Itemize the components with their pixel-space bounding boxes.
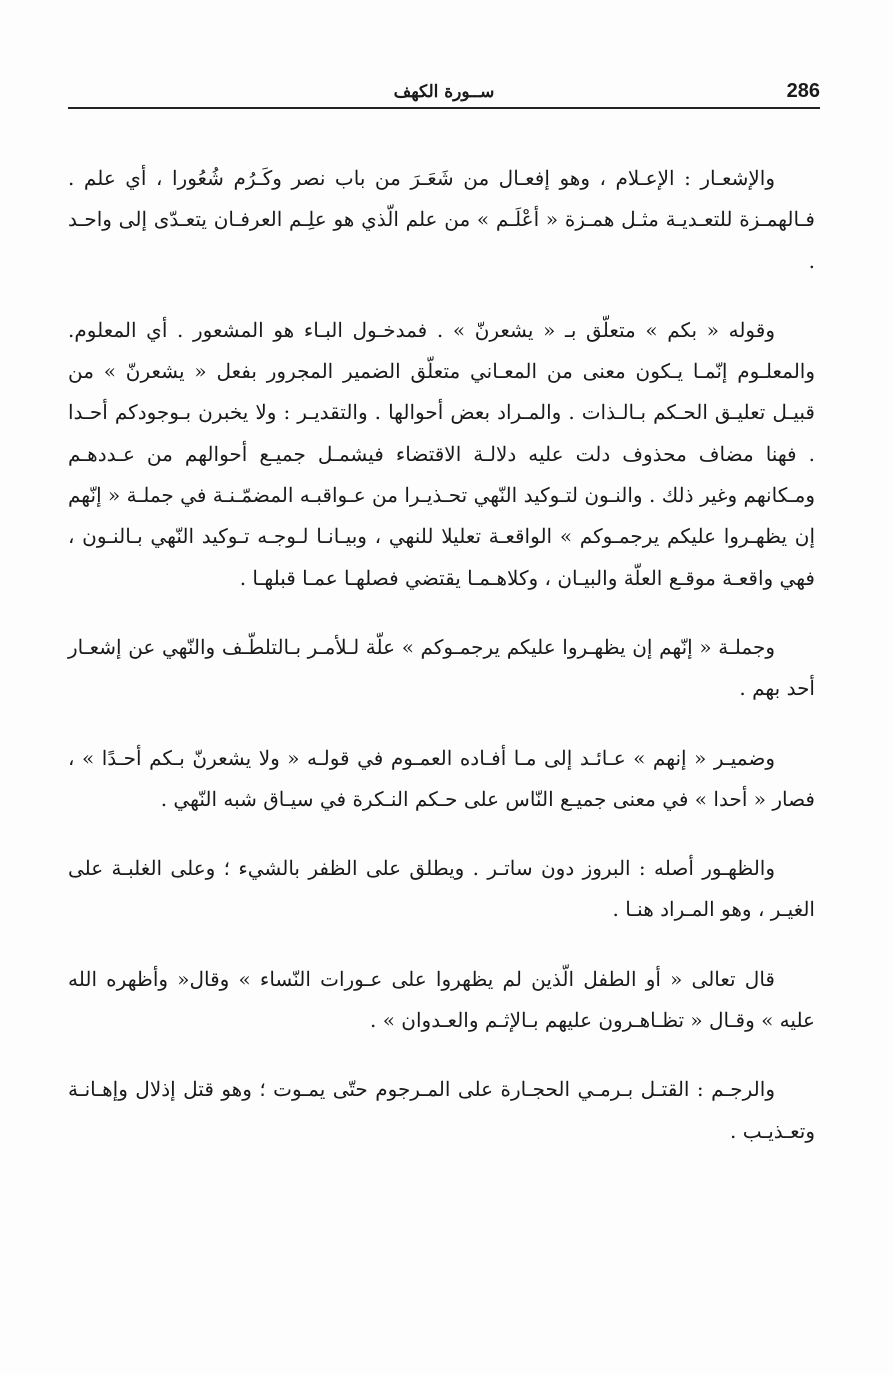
- paragraph: وجملـة « إنّهم إن يظهـروا عليكم يرجمـوكم » علّة لـلأمـر بـالتلطّـف والنّهي عن إشعـار أحد بهم .: [68, 634, 815, 701]
- paragraph: والرجـم : القتـل بـرمـي الحجـارة على المـرجوم حتّى يمـوت ؛ وهو قتل إذلال وإهـانـة وتعـذيـب .: [68, 1077, 815, 1143]
- body-text: [68, 158, 815, 1152]
- page-header: [68, 78, 820, 106]
- page-number: 286: [786, 80, 820, 102]
- paragraph: والظهـور أصله : البروز دون ساتـر . ويطلق على الظفر بالشيء ؛ وعلى الغلبـة على الغيـر ، وهو المـراد هنـا .: [68, 856, 815, 922]
- paragraph: وقوله « بكم » متعلّق بـ « يشعرنّ » . فمدخـول البـاء هو المشعور . أي المعلوم. والمعلـوم إنّمـا يـكون معنى من المعـاني متعلّق الضمير المجرور بفعل « يشعرنّ » من قبيـل تعليـق الحـكم بـالـذات . والمـراد بعض أحوالها . والتقديـر : ولا يخبرن بـوجودكم أحـدا . فهنا مضاف محذوف دلت عليه دلالـة الاقتضاء فيشمـل جميـع أحوالهم من عـددهـم ومـكانهم وغير ذلك . والنـون لتـوكيد النّهي تحـذيـرا من عـواقبـه المضمّـنـة في جملـة « إنّهم إن يظهـروا عليكم يرجمـوكم » الواقعـة تعليلا للنهي ، وبيـانـا لـوجـه تـوكيد النّهي بـالنـون ، فهي واقعـة موقـع العلّة والبيـان ، وكلاهـمـا يقتضي فصلهـا عمـا قبلهـا .: [68, 317, 815, 590]
- paragraph: والإشعـار : الإعـلام ، وهو إفعـال من شَعَـرَ من باب نصر وكَـرُم شُعُورا ، أي علم . فـالهمـزة للتعـديـة مثـل همـزة « أعْلَـم » من علم الّذي هو علِـم العرفـان يتعـدّى إلى واحـد .: [68, 166, 815, 273]
- paragraph: وضميـر « إنهم » عـائـد إلى مـا أفـاده العمـوم في قولـه « ولا يشعرنّ بـكم أحـدًا » ، فصار « أحدا » في معنى جميـع النّاس على حـكم النـكرة في سيـاق شبه النّهي .: [68, 745, 815, 811]
- running-title: ســورة الكهف: [393, 82, 495, 102]
- header-divider: [68, 107, 820, 109]
- paragraph: قال تعالى « أو الطفل الّذين لم يظهروا على عـورات النّساء » وقال« وأظهره الله عليه » وقـال « تظـاهـرون عليهم بـالإثـم والعـدوان » .: [68, 966, 815, 1033]
